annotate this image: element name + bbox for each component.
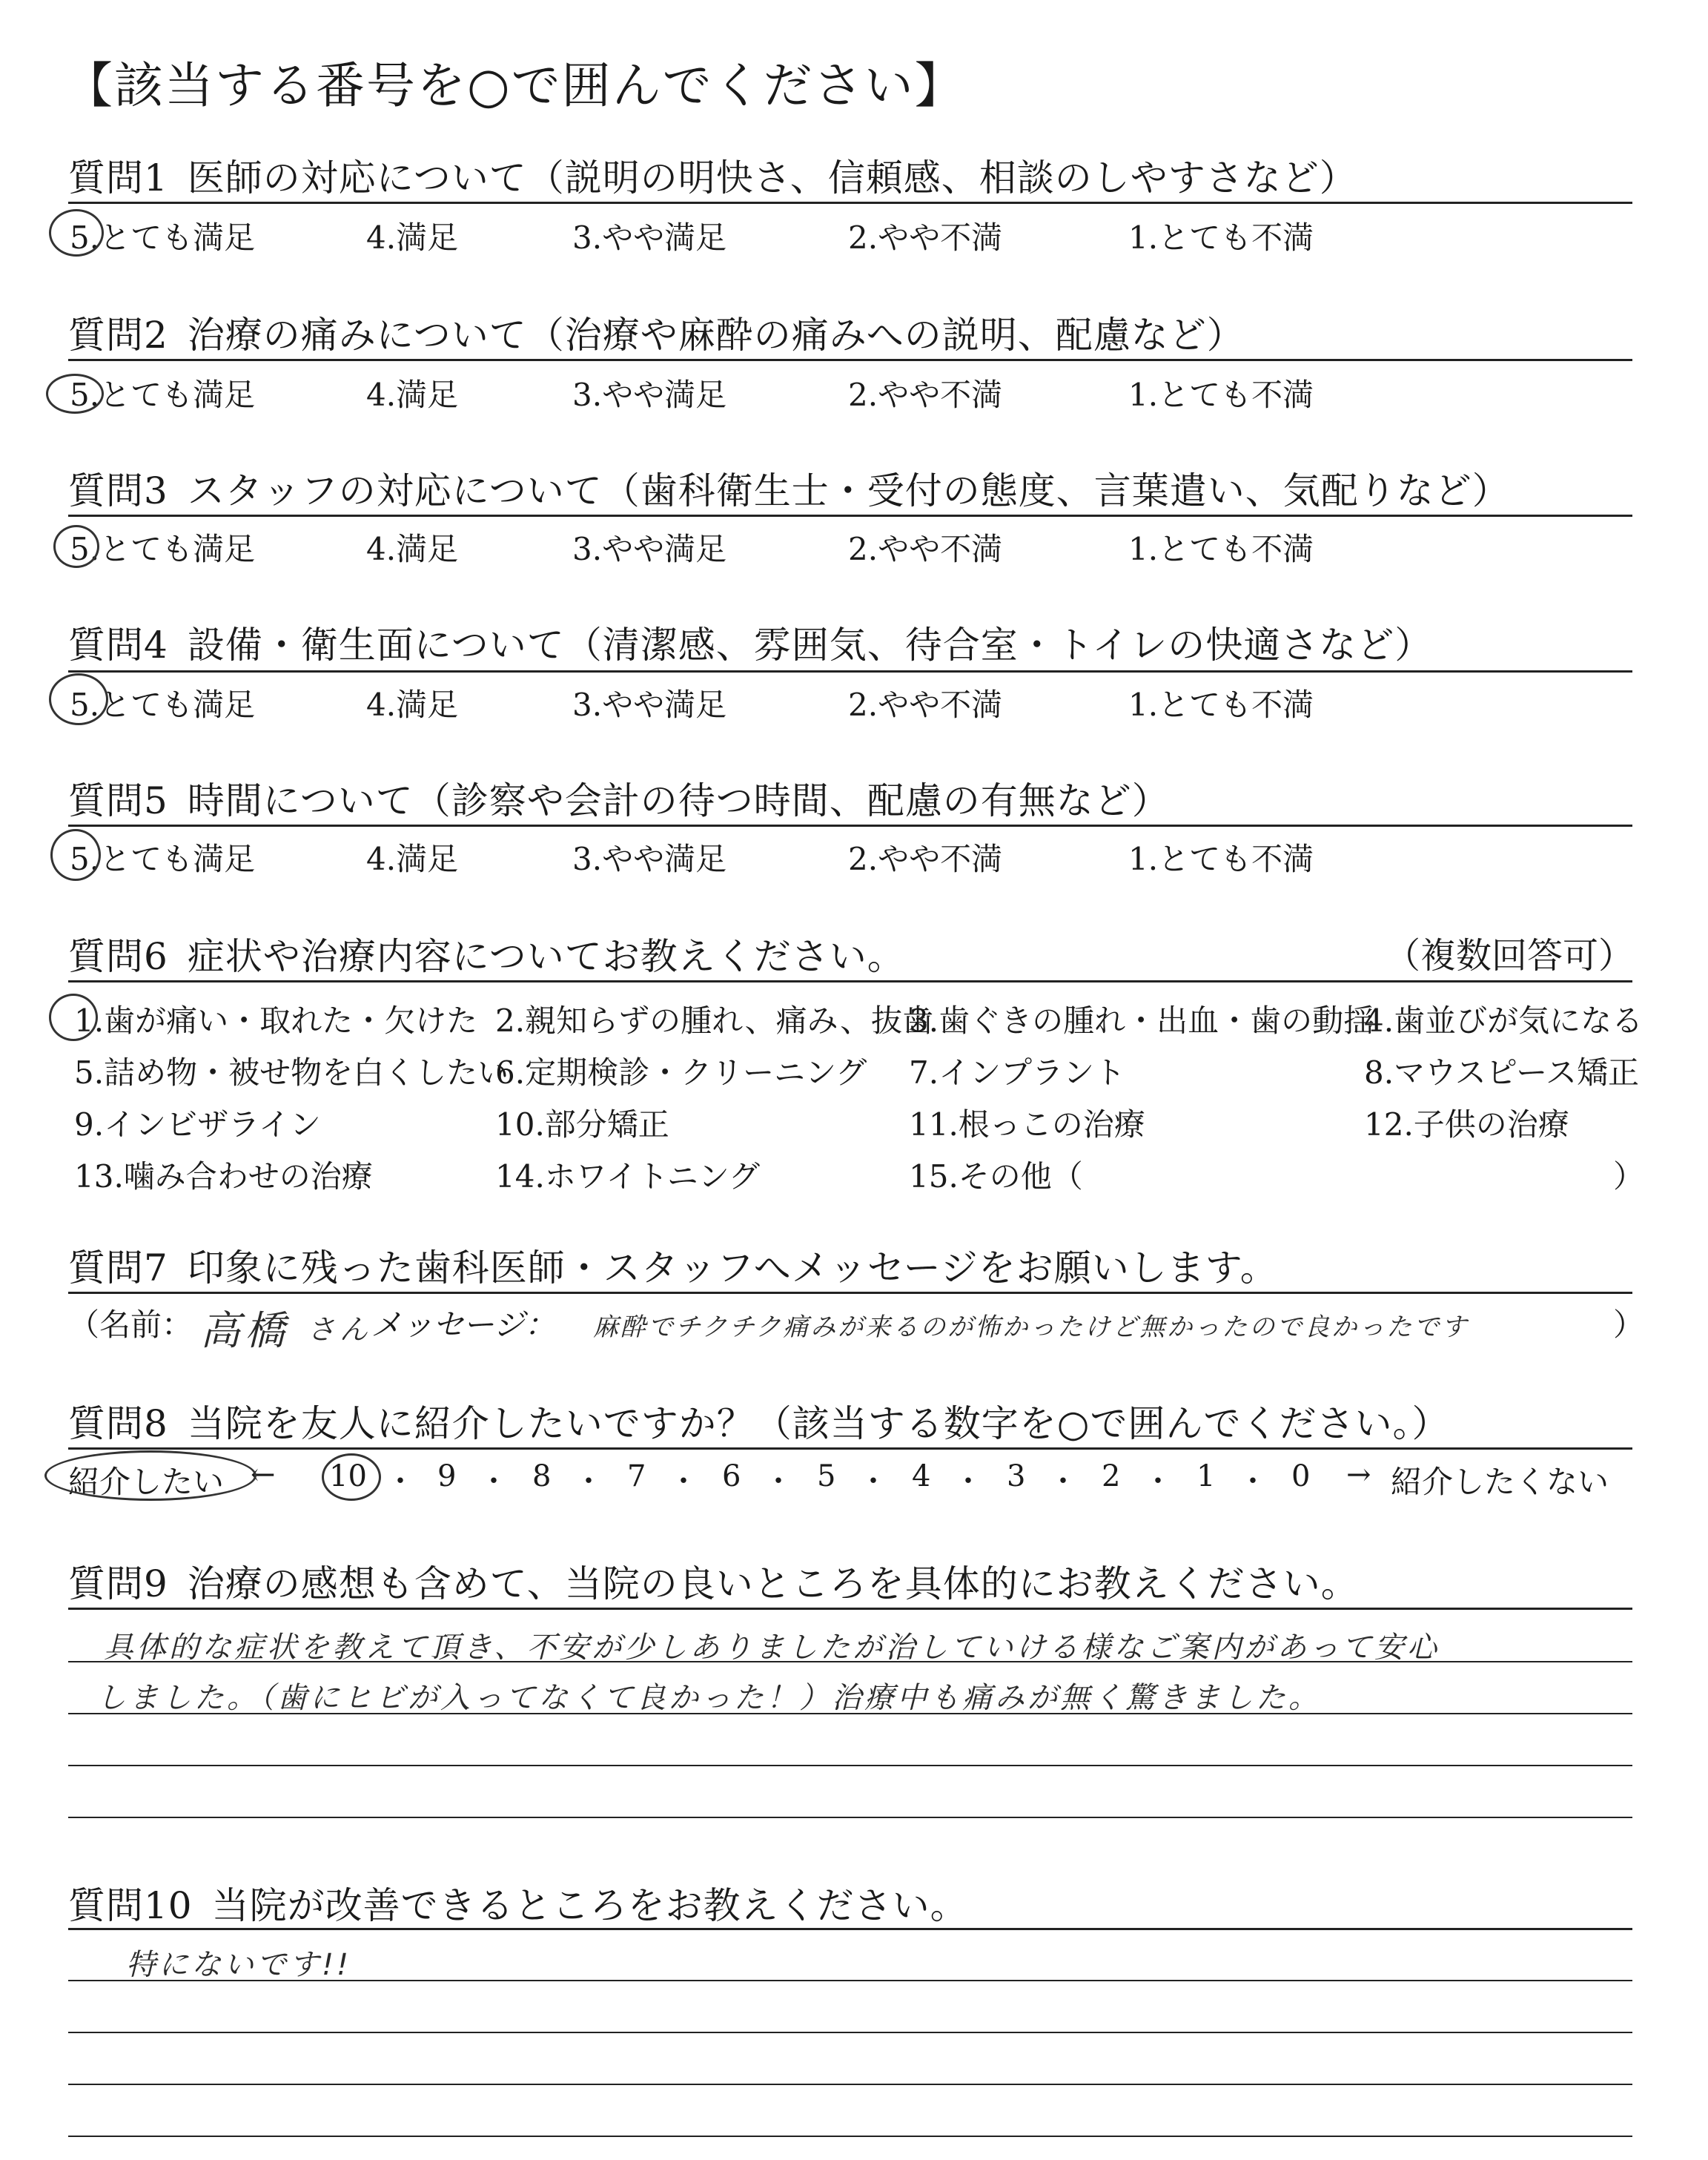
answer-line	[68, 1713, 1632, 1714]
divider	[68, 1928, 1632, 1930]
rating-option-4[interactable]: 4.満足	[366, 841, 459, 877]
scale-dot: ・	[858, 1464, 888, 1499]
selection-circle	[44, 1450, 256, 1501]
question-number: 質問4	[68, 624, 168, 667]
answer-line	[68, 1980, 1632, 1981]
question-number: 質問9	[68, 1562, 168, 1605]
scale-dot: ・	[953, 1464, 983, 1499]
scale-8[interactable]: 8	[532, 1459, 552, 1493]
question-number: 質問6	[68, 935, 168, 978]
symptom-option[interactable]: 9.インビザライン	[74, 1106, 321, 1143]
rating-option-3[interactable]: 3.やや満足	[572, 377, 727, 413]
question-text: 時間について（診察や会計の待つ時間、配慮の有無など）	[187, 779, 1170, 822]
rating-option-4[interactable]: 4.満足	[366, 531, 459, 567]
scale-4[interactable]: 4	[912, 1459, 931, 1493]
scale-dot: ・	[669, 1464, 698, 1499]
divider	[68, 1447, 1632, 1450]
scale-dot: ・	[1238, 1464, 1268, 1499]
divider	[68, 825, 1632, 827]
scale-1[interactable]: 1	[1196, 1459, 1216, 1493]
name-suffix: さん	[307, 1313, 373, 1346]
question-text: 印象に残った歯科医師・スタッフへメッセージをお願いします。	[187, 1246, 1278, 1289]
rating-option-5[interactable]: 5.とても満足	[70, 687, 256, 723]
question-number: 質問7	[68, 1246, 168, 1289]
rating-option-5[interactable]: 5.とても満足	[70, 219, 256, 256]
message-close-paren: ）	[1613, 1307, 1645, 1343]
divider	[68, 1292, 1632, 1294]
left-arrow: ←	[251, 1458, 276, 1492]
selection-circle	[46, 374, 104, 414]
rating-option-1[interactable]: 1.とても不満	[1128, 377, 1314, 413]
question-10-heading	[68, 1876, 968, 1929]
symptom-option[interactable]: 4.歯並びが気になる	[1364, 1003, 1644, 1039]
symptom-option[interactable]: 8.マウスピース矯正	[1364, 1054, 1640, 1091]
question-number: 質問8	[68, 1402, 168, 1445]
symptom-option[interactable]: 1.歯が痛い・取れた・欠けた	[74, 1003, 478, 1039]
question-text: 当院を友人に紹介したいですか？（該当する数字を○で囲んでください。）	[187, 1402, 1450, 1445]
question-4-heading	[68, 615, 1432, 669]
name-value: 高橋	[200, 1307, 289, 1354]
scale-9[interactable]: 9	[437, 1459, 457, 1493]
answer-line	[68, 1661, 1632, 1662]
scale-7[interactable]: 7	[627, 1459, 646, 1493]
other-close-paren: ）	[1613, 1158, 1645, 1195]
selection-circle	[49, 994, 98, 1041]
selection-circle	[322, 1453, 381, 1501]
selection-circle	[49, 673, 108, 725]
symptom-option[interactable]: 6.定期検診・クリーニング	[495, 1054, 867, 1091]
message-value: 麻酔でチクチク痛みが来るのが怖かったけど無かったので良かったです	[593, 1312, 1469, 1342]
question-number: 質問2	[68, 314, 168, 357]
answer-line	[68, 2032, 1632, 2033]
rating-option-1[interactable]: 1.とても不満	[1128, 219, 1314, 256]
scale-dot: ・	[764, 1464, 793, 1499]
rating-option-2[interactable]: 2.やや不満	[848, 841, 1003, 877]
answer-line	[68, 1765, 1632, 1766]
name-label: （名前：	[68, 1307, 193, 1343]
question-text: 症状や治療内容についてお教えください。	[187, 935, 905, 978]
feedback-line-2: しました。（歯にヒビが入ってなくて良かった！）治療中も痛みが無く驚きました。	[96, 1681, 1321, 1715]
question-number: 質問10	[68, 1884, 193, 1927]
recommend-label: 紹介したい	[68, 1464, 225, 1500]
scale-5[interactable]: 5	[817, 1459, 836, 1493]
scale-0[interactable]: 0	[1291, 1459, 1311, 1493]
scale-3[interactable]: 3	[1007, 1459, 1026, 1493]
selection-circle	[53, 525, 99, 568]
scale-2[interactable]: 2	[1102, 1459, 1121, 1493]
rating-option-4[interactable]: 4.満足	[366, 687, 459, 723]
divider	[68, 980, 1632, 982]
rating-option-1[interactable]: 1.とても不満	[1128, 687, 1314, 723]
rating-option-2[interactable]: 2.やや不満	[848, 687, 1003, 723]
rating-option-3[interactable]: 3.やや満足	[572, 531, 727, 567]
message-label: メッセージ：	[371, 1307, 556, 1343]
scale-dot: ・	[479, 1464, 509, 1499]
symptom-option[interactable]: 11.根っこの治療	[909, 1106, 1145, 1143]
symptom-option[interactable]: 13.噛み合わせの治療	[74, 1158, 373, 1195]
question-6-heading	[68, 927, 905, 980]
scale-dot: ・	[385, 1464, 415, 1499]
divider	[68, 1608, 1632, 1610]
scale-6[interactable]: 6	[722, 1459, 741, 1493]
scale-10[interactable]: 10	[329, 1459, 367, 1493]
rating-option-2[interactable]: 2.やや不満	[848, 219, 1003, 256]
rating-option-5[interactable]: 5.とても満足	[70, 531, 256, 567]
question-text: 治療の感想も含めて、当院の良いところを具体的にお教えください。	[187, 1562, 1359, 1605]
rating-option-3[interactable]: 3.やや満足	[572, 219, 727, 256]
answer-line	[68, 2136, 1632, 2137]
question-2-heading	[68, 305, 1245, 359]
rating-option-4[interactable]: 4.満足	[366, 377, 459, 413]
rating-option-1[interactable]: 1.とても不満	[1128, 531, 1314, 567]
divider	[68, 202, 1632, 204]
question-text: 設備・衛生面について（清潔感、雰囲気、待合室・トイレの快適さなど）	[187, 624, 1433, 667]
rating-option-2[interactable]: 2.やや不満	[848, 531, 1003, 567]
feedback-line-1: 具体的な症状を教えて頂き、不安が少しありましたが治していける様なご案内があって安心	[104, 1631, 1440, 1665]
symptom-option[interactable]: 7.インプラント	[909, 1054, 1126, 1091]
rating-option-3[interactable]: 3.やや満足	[572, 687, 727, 723]
question-number: 質問3	[68, 469, 168, 512]
right-arrow: →	[1346, 1458, 1371, 1492]
answer-line	[68, 2084, 1632, 2085]
question-1-heading	[68, 148, 1357, 202]
question-text: スタッフの対応について（歯科衛生士・受付の態度、言葉遣い、気配りなど）	[187, 469, 1510, 512]
symptom-option-other[interactable]: 15.その他（	[909, 1158, 1083, 1195]
answer-line	[68, 1817, 1632, 1818]
question-text: 治療の痛みについて（治療や麻酔の痛みへの説明、配慮など）	[187, 314, 1245, 357]
question-3-heading	[68, 461, 1510, 515]
symptom-option[interactable]: 12.子供の治療	[1364, 1106, 1569, 1143]
multiple-answer-note: （複数回答可）	[1384, 935, 1634, 977]
divider	[68, 359, 1632, 361]
symptom-option[interactable]: 5.詰め物・被せ物を白くしたい	[74, 1054, 509, 1091]
improvement-answer: 特にないです!!	[126, 1948, 352, 1982]
question-number: 質問1	[68, 156, 168, 199]
question-5-heading	[68, 771, 1170, 825]
question-9-heading	[68, 1554, 1359, 1608]
not-recommend-label: 紹介したくない	[1391, 1464, 1609, 1500]
rating-option-5[interactable]: 5.とても満足	[70, 841, 256, 877]
divider	[68, 670, 1632, 673]
scale-dot: ・	[1143, 1464, 1173, 1499]
symptom-option[interactable]: 3.歯ぐきの腫れ・出血・歯の動揺	[909, 1003, 1375, 1039]
question-text: 当院が改善できるところをお教えください。	[211, 1884, 968, 1927]
scale-dot: ・	[574, 1464, 603, 1499]
question-text: 医師の対応について（説明の明快さ、信頼感、相談のしやすさなど）	[187, 156, 1357, 199]
selection-circle	[50, 829, 101, 881]
question-number: 質問5	[68, 779, 168, 822]
symptom-option[interactable]: 2.親知らずの腫れ、痛み、抜歯	[495, 1003, 934, 1039]
scale-dot: ・	[1048, 1464, 1078, 1499]
symptom-option[interactable]: 14.ホワイトニング	[495, 1158, 761, 1195]
question-8-heading	[68, 1394, 1449, 1447]
question-7-heading	[68, 1238, 1278, 1292]
rating-option-1[interactable]: 1.とても不満	[1128, 841, 1314, 877]
divider	[68, 515, 1632, 517]
rating-option-5[interactable]: 5.とても満足	[70, 377, 256, 413]
rating-option-4[interactable]: 4.満足	[366, 219, 459, 256]
selection-circle	[49, 209, 104, 257]
rating-option-3[interactable]: 3.やや満足	[572, 841, 727, 877]
page-title: 【該当する番号を○で囲んでください】	[64, 57, 965, 114]
symptom-option[interactable]: 10.部分矯正	[495, 1106, 669, 1143]
rating-option-2[interactable]: 2.やや不満	[848, 377, 1003, 413]
